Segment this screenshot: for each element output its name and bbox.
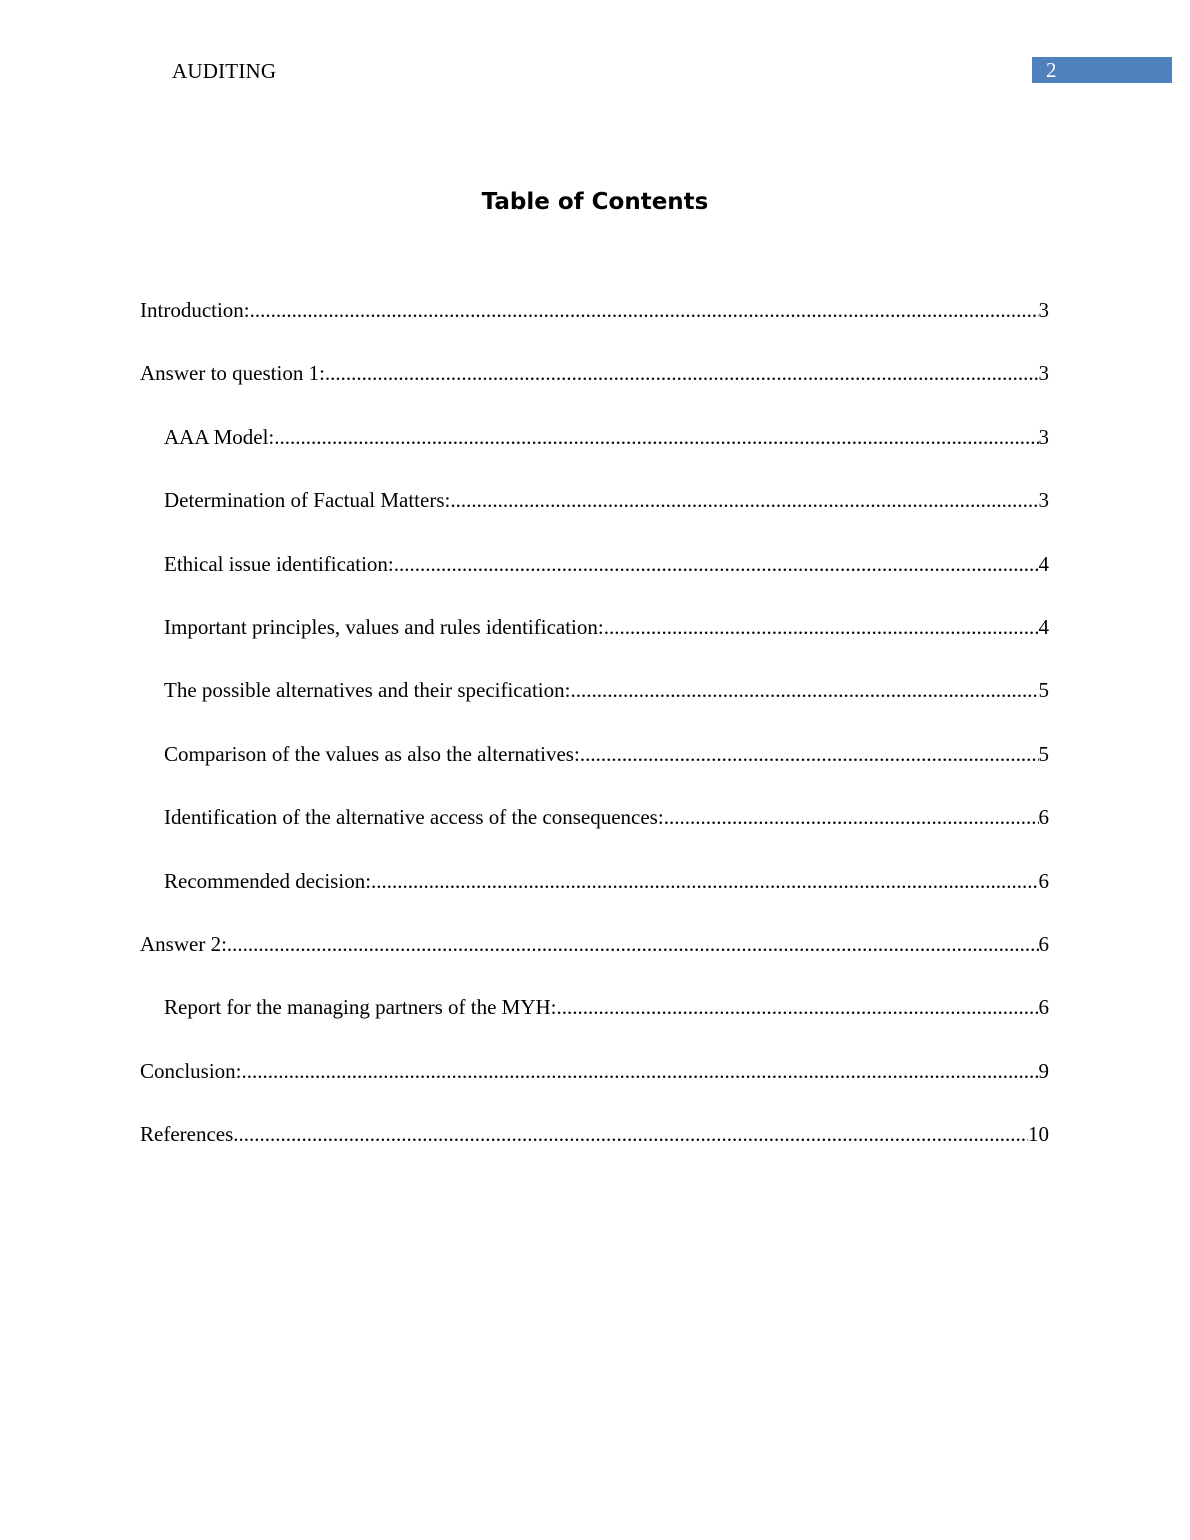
dot-leader (604, 610, 1039, 644)
toc-entry-label: Answer to question 1: (140, 361, 325, 386)
toc-entry[interactable] (140, 990, 1049, 1053)
dot-leader (450, 483, 1038, 517)
toc-list (140, 293, 1049, 1180)
dot-leader (233, 1117, 1028, 1151)
toc-entry-label: Conclusion: (140, 1058, 242, 1083)
toc-entry-page: 6 (1038, 995, 1049, 1020)
dot-leader (580, 737, 1039, 771)
toc-entry-page: 6 (1038, 868, 1049, 893)
toc-entry-page: 3 (1038, 424, 1049, 449)
toc-entry-label: Answer 2: (140, 931, 227, 956)
running-head: AUDITING (172, 59, 277, 83)
toc-entry[interactable] (140, 1054, 1049, 1117)
toc-entry-page: 6 (1038, 931, 1049, 956)
toc-entry[interactable] (140, 356, 1049, 419)
dot-leader (227, 927, 1039, 961)
toc-entry[interactable] (140, 927, 1049, 990)
toc-entry[interactable] (140, 673, 1049, 736)
toc-entry[interactable] (140, 293, 1049, 356)
toc-entry-label: References (140, 1122, 234, 1147)
toc-entry[interactable] (140, 800, 1049, 863)
dot-leader (394, 547, 1039, 581)
toc-entry[interactable] (140, 483, 1049, 546)
toc-entry-label: Ethical issue identification: (164, 551, 394, 576)
dot-leader (570, 673, 1038, 707)
toc-entry-page: 4 (1038, 551, 1049, 576)
toc-entry[interactable] (140, 420, 1049, 483)
toc-entry-label: Recommended decision: (164, 868, 372, 893)
toc-entry-label: Introduction: (140, 298, 250, 322)
toc-entry-label: Identification of the alternative access of the consequences: (164, 805, 664, 830)
toc-entry-page: 5 (1038, 678, 1049, 703)
dot-leader (325, 356, 1039, 390)
toc-title: Table of Contents (481, 189, 709, 215)
toc-entry-page: 5 (1038, 741, 1049, 766)
toc-entry-page: 3 (1038, 298, 1049, 322)
toc-entry-page: 4 (1038, 614, 1049, 639)
toc-entry-page: 6 (1038, 805, 1049, 830)
dot-leader (371, 864, 1038, 898)
dot-leader (242, 1054, 1039, 1088)
toc-entry[interactable] (140, 1117, 1049, 1180)
toc-entry-page: 9 (1038, 1058, 1049, 1083)
toc-entry-label: The possible alternatives and their specification: (164, 678, 571, 703)
page-number: 2 (1046, 58, 1057, 82)
toc-entry-label: Important principles, values and rules identification: (164, 614, 604, 639)
dot-leader (274, 420, 1038, 454)
dot-leader (250, 293, 1039, 327)
toc-entry-page: 3 (1038, 361, 1049, 386)
toc-entry[interactable] (140, 864, 1049, 927)
dot-leader (664, 800, 1039, 834)
toc-entry-label: Report for the managing partners of the MYH: (164, 995, 557, 1020)
toc-entry-label: Determination of Factual Matters: (164, 488, 451, 513)
toc-entry[interactable] (140, 547, 1049, 610)
toc-entry-page: 3 (1038, 488, 1049, 513)
toc-entry-label: Comparison of the values as also the alternatives: (164, 741, 580, 766)
dot-leader (556, 990, 1038, 1024)
toc-entry[interactable] (140, 610, 1049, 673)
toc-entry-label: AAA Model: (164, 424, 275, 449)
toc-entry[interactable] (140, 737, 1049, 800)
toc-entry-page: 10 (1028, 1122, 1049, 1147)
page-number-box (1032, 57, 1172, 83)
